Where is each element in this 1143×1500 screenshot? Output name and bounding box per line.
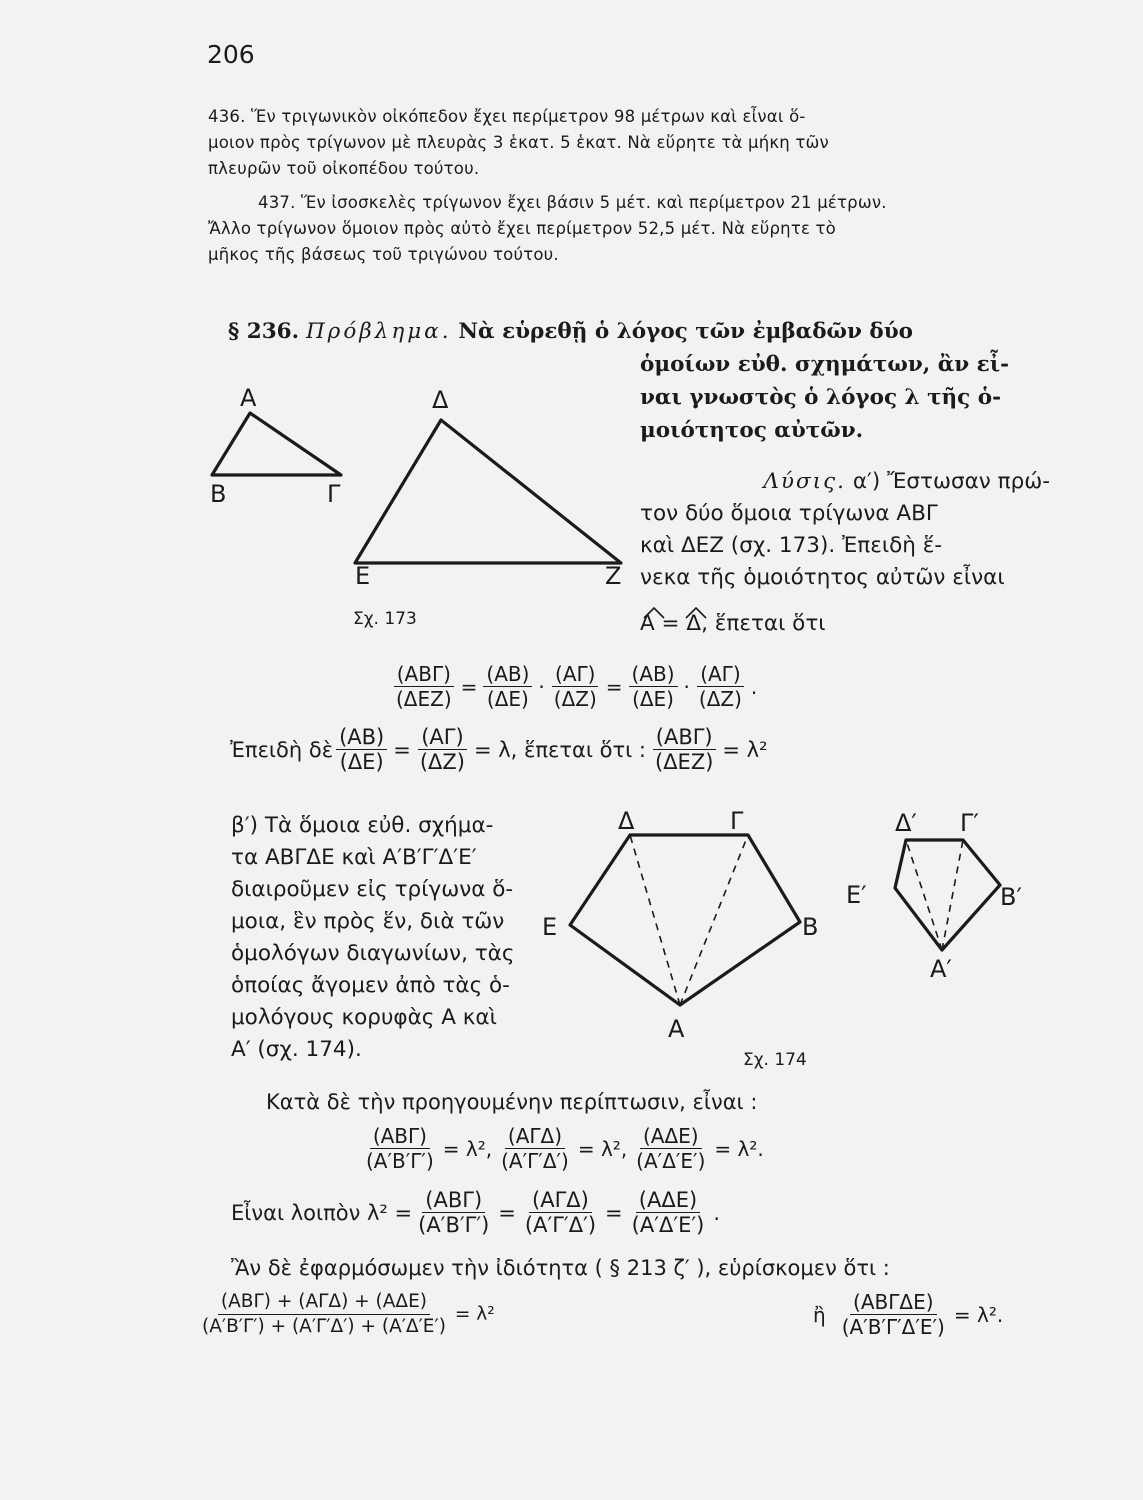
label-Gamma: Γ — [730, 807, 744, 835]
fraction: $\frac{(AB)}{(\Delta E)}$ — [483, 662, 532, 711]
label-B: Β — [210, 480, 227, 508]
solution-text: α′) Ἔστωσαν πρώ- — [852, 469, 1050, 494]
fraction: $\frac{\text{(ΑΒΓ)}}{(A'B'\Gamma')}$ — [418, 1188, 490, 1237]
label-B-prime: Β′ — [1000, 883, 1022, 911]
label-Gamma-prime: Γ′ — [960, 809, 979, 837]
fraction: $\frac{(A\Gamma)}{(\Delta Z)}$ — [553, 662, 597, 711]
diagonal-AD — [680, 835, 748, 1005]
fraction: $\frac{\text{(ΑΔΕ)}}{(A'\Delta'E')}$ — [636, 1124, 706, 1173]
problem-line: πλευρῶν τοῦ οἰκοπέδου τούτου. — [208, 159, 480, 178]
eq4-prefix: Εἶναι λοιπὸν λ² = — [231, 1200, 413, 1225]
fraction: $\frac{(AB)}{(\Delta E)}$ — [629, 662, 678, 711]
problem-437 — [208, 190, 1050, 268]
part-b-line: Α′ (σχ. 174). — [231, 1037, 362, 1062]
section-title: Πρόβλημα. — [305, 319, 452, 344]
solution-text: τον δύο ὅμοια τρίγωνα ΑΒΓ — [640, 501, 938, 526]
fraction: $\frac{\text{(ΑΓΔ)}}{(A'\Gamma'\Delta')}$ — [501, 1124, 569, 1173]
fraction: $\frac{(A\Gamma)}{(\Delta Z)}$ — [419, 725, 465, 774]
label-Gamma: Γ — [327, 480, 341, 508]
figure-173 — [200, 380, 640, 640]
solution-text: καὶ ΔΕΖ (σχ. 173). Ἐπειδὴ ἕ- — [640, 533, 943, 558]
fraction: $\frac{\text{(ΑΒΓ)}}{(A'B'\Gamma')}$ — [366, 1124, 434, 1173]
eq2-prefix: Ἐπειδὴ δὲ — [230, 737, 334, 762]
part-b-line: ὁμολόγων διαγωνίων, τὰς — [231, 941, 515, 966]
fraction: $\frac{\text{(ΑΒΓ)}}{\text{(ΔΕΖ)}}$ — [393, 662, 455, 711]
equation-5b: ἢ $\frac{\text{(ΑΒΓΔΕ)}}{(A'B'\Gamma'\Delta'E')}$ = λ². — [813, 1290, 1004, 1339]
angle-hats — [640, 604, 720, 624]
problem-line: μῆκος τῆς βάσεως τοῦ τριγώνου τούτου. — [208, 245, 559, 264]
label-E: Ε — [355, 562, 371, 590]
fraction: $\frac{\text{(ΑΒΓ)}}{\text{(ΔΕΖ)}}$ — [652, 725, 716, 774]
fraction: $\frac{\text{(ΑΓΔ)}}{(A'\Gamma'\Delta')}$ — [524, 1188, 597, 1237]
part-b-line: β′) Τὰ ὅμοια εὐθ. σχήμα- — [231, 813, 494, 838]
equation-2: Ἐπειδὴ δὲ $\frac{(AB)}{(\Delta E)}$ = $\frac{(A\Gamma)}{(\Delta Z)}$ = λ, ἕπεται ὅτι : $\frac{\text{(ΑΒΓ)}}{\text{(ΔΕΖ)}}$ = λ² — [230, 725, 768, 774]
part-b-line: διαιροῦμεν εἰς τρίγωνα ὅ- — [231, 877, 514, 902]
equation-3: $\frac{\text{(ΑΒΓ)}}{(A'B'\Gamma')}$ = λ², $\frac{\text{(ΑΓΔ)}}{(A'\Gamma'\Delta')}$ = λ², $\frac{\text{(ΑΔΕ)}}{(A'\Delta'E')}$ = λ². — [360, 1124, 767, 1173]
equation-5: $\frac{\text{(ΑΒΓ) + (ΑΓΔ) + (ΑΔΕ)}}{(A'B'\Gamma') + (A'\Gamma'\Delta') + (A'\Delta'E')}$ = λ² — [196, 1290, 498, 1339]
label-A: Α — [240, 384, 257, 412]
solution-label: Λύσις. — [763, 469, 846, 494]
part-b-line: ὁποίας ἄγομεν ἀπὸ τὰς ὁ- — [231, 973, 510, 998]
section-number: § 236. — [228, 319, 300, 344]
section-heading — [228, 315, 1048, 348]
equation-4: Εἶναι λοιπὸν λ² = $\frac{\text{(ΑΒΓ)}}{(A'B'\Gamma')}$ = $\frac{\text{(ΑΓΔ)}}{(A'\Gamma'\Delta')}$ = $\frac{\text{(ΑΔΕ)}}{(A'\Delta'E')}$ . — [231, 1188, 721, 1237]
diagonal-A1C1 — [906, 840, 942, 950]
triangle-def — [355, 420, 621, 563]
label-E: Ε — [542, 913, 558, 941]
figure-174-caption: Σχ. 174 — [743, 1050, 807, 1070]
fraction: $\frac{\text{(ΑΒΓ) + (ΑΓΔ) + (ΑΔΕ)}}{(A'B'\Gamma') + (A'\Gamma'\Delta') + (A'\Delta'E')}$ — [202, 1291, 446, 1337]
section-statement-rest — [640, 348, 1050, 447]
diagonal-AC — [630, 835, 680, 1005]
section-statement: Νὰ εὑρεθῇ ὁ λόγος τῶν ἐμβαδῶν δύο — [458, 319, 914, 344]
apply-property-line: Ἂν δὲ ἐφαρμόσωμεν τὴν ἰδιότητα ( § 213 ζ′ ), εὑρίσκομεν ὅτι : — [231, 1256, 890, 1280]
problem-line: 436. Ἕν τριγωνικὸν οἰκόπεδον ἔχει περίμετρον 98 μέτρων καὶ εἶναι ὅ- — [208, 107, 806, 126]
part-b — [231, 810, 531, 1066]
label-E-prime: Ε′ — [846, 881, 867, 909]
label-Z: Ζ — [605, 562, 622, 590]
problem-line: 437. Ἕν ἰσοσκελὲς τρίγωνον ἔχει βάσιν 5 μέτ. καὶ περίμετρον 21 μέτρων. — [258, 193, 887, 212]
equation-1: $\frac{\text{(ΑΒΓ)}}{\text{(ΔΕΖ)}}$ = $\frac{(AB)}{(\Delta E)}$ · $\frac{(A\Gamma)}{(\Delta Z)}$ = $\frac{(AB)}{(\Delta E)}$ · $\frac{(A\Gamma)}{(\Delta Z)}$ . — [390, 662, 760, 711]
prev-case-line: Κατὰ δὲ τὴν προηγουμένην περίπτωσιν, εἶναι : — [266, 1090, 758, 1114]
fraction: $\frac{\text{(ΑΔΕ)}}{(A'\Delta'E')}$ — [631, 1188, 705, 1237]
solution-text: νεκα τῆς ὁμοιότητος αὐτῶν εἶναι — [640, 565, 1005, 590]
label-A: Α — [668, 1015, 685, 1043]
figure-173-caption: Σχ. 173 — [353, 609, 417, 629]
pentagon-small — [895, 840, 1000, 950]
statement-line: ὁμοίων εὐθ. σχημάτων, ἂν εἶ- — [640, 352, 1010, 377]
statement-line: μοιότητος αὐτῶν. — [640, 418, 864, 443]
statement-line: ναι γνωστὸς ὁ λόγος λ τῆς ὁ- — [640, 385, 1002, 410]
problem-line: μοιον πρὸς τρίγωνον μὲ πλευρὰς 3 ἑκατ. 5 ἑκατ. Νὰ εὕρητε τὰ μήκη τῶν — [208, 133, 829, 152]
problem-line: Ἄλλο τρίγωνον ὅμοιον πρὸς αὐτὸ ἔχει περίμετρον 52,5 μέτ. Νὰ εὕρητε τὸ — [208, 219, 836, 238]
problem-436 — [208, 104, 1050, 182]
angle-equality: Α = Δ, ἕπεται ὅτι — [640, 611, 826, 636]
diagonal-A1D1 — [942, 840, 963, 950]
label-Delta-prime: Δ′ — [895, 809, 917, 837]
part-b-line: μολόγους κορυφὰς Α καὶ — [231, 1005, 497, 1030]
part-b-line: τα ΑΒΓΔΕ καὶ Α′Β′Γ′Δ′Ε′ — [231, 845, 477, 870]
fraction: $\frac{\text{(ΑΒΓΔΕ)}}{(A'B'\Gamma'\Delta'E')}$ — [841, 1290, 945, 1339]
part-b-line: μοια, ἓν πρὸς ἕν, διὰ τῶν — [231, 909, 505, 934]
page-number: 206 — [207, 40, 255, 69]
label-Delta: Δ — [618, 807, 635, 835]
pentagon-large — [570, 835, 800, 1005]
fraction: $\frac{(AB)}{(\Delta E)}$ — [336, 725, 387, 774]
label-B: Β — [802, 913, 819, 941]
solution-line-1 — [640, 466, 1050, 498]
label-Delta: Δ — [432, 386, 449, 414]
label-A-prime: Α′ — [930, 955, 952, 983]
triangle-abc — [212, 413, 341, 475]
fraction: $\frac{(A\Gamma)}{(\Delta Z)}$ — [698, 662, 742, 711]
figure-174 — [540, 805, 1060, 1075]
